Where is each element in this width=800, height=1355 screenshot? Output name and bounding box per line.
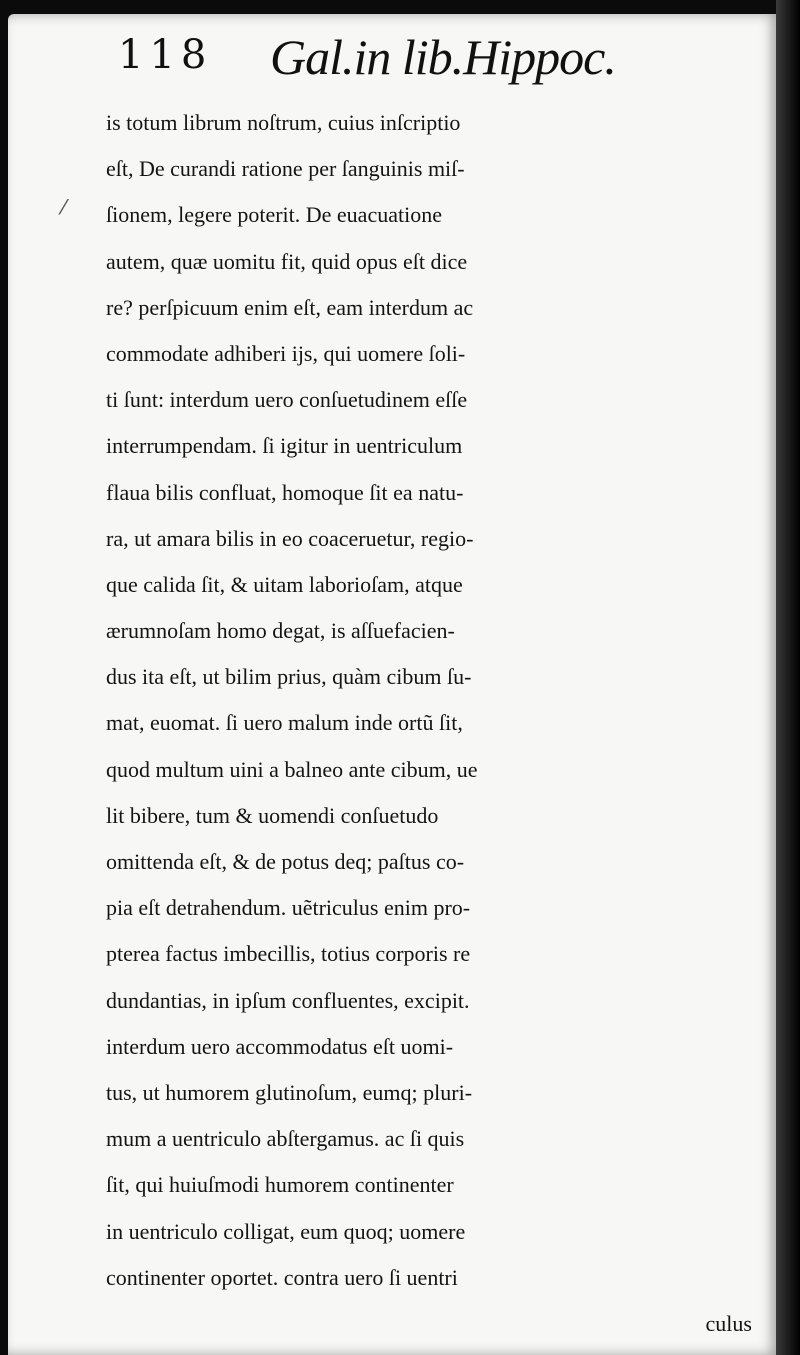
catchword: culus [705, 1310, 752, 1336]
text-line: ra, ut amara bilis in eo coaceruetur, regio- [106, 525, 474, 551]
margin-mark: ⁄ [62, 195, 66, 219]
text-line: tus, ut humorem glutinoſum, eumq; pluri- [106, 1079, 473, 1105]
text-line: ſionem, legere poterit. De euacuatione [106, 202, 442, 228]
text-line: ti ſunt: interdum uero conſuetudinem eſſe [106, 387, 468, 413]
text-line: ſit, qui huiuſmodi humorem continenter [106, 1172, 454, 1198]
text-line: omittenda eſt, & de potus deq; paſtus co- [106, 849, 465, 874]
text-line: eſt, De curandi ratione per ſanguinis miſ- [106, 156, 465, 182]
page-header [118, 28, 738, 98]
text-line: interdum uero accommodatus eſt uomi- [106, 1033, 454, 1059]
text-line: interrumpendam. ſi igitur in uentriculum [106, 433, 463, 459]
text-line: pia eſt detrahendum. uẽtriculus enim pro- [106, 895, 471, 921]
text-line: in uentriculo colligat, eum quoq; uomere [106, 1218, 466, 1244]
text-line: dundantias, in ipſum confluentes, excipit. [106, 987, 470, 1013]
text-line: quod multum uini a balneo ante cibum, ue [106, 756, 478, 782]
text-line: commodate adhiberi ijs, qui uomere ſoli- [106, 340, 466, 366]
text-line: continenter oportet. contra uero ſi uentri [106, 1264, 458, 1290]
text-line: mum a uentriculo abſtergamus. ac ſi quis [106, 1126, 465, 1152]
text-line: pterea factus imbecillis, totius corporis re [106, 941, 471, 967]
text-line: flaua bilis confluat, homoque ſit ea natu- [106, 479, 464, 505]
text-line: dus ita eſt, ut bilim prius, quàm cibum ſu- [106, 664, 472, 690]
text-line: lit bibere, tum & uomendi conſuetudo [106, 802, 439, 828]
text-line: que calida ſit, & uitam laborioſam, atque [106, 571, 463, 597]
running-title: Gal.in lib.Hippoc. [270, 29, 616, 85]
text-line: mat, euomat. ſi uero malum inde ortũ ſit, [106, 710, 463, 736]
text-line: is totum librum noſtrum, cuius inſcriptio [106, 110, 461, 135]
page-number: 118 [118, 32, 213, 78]
text-line: re? perſpicuum enim eſt, eam interdum ac [106, 294, 474, 320]
body-text [106, 100, 766, 1347]
text-line: autem, quæ uomitu fit, quid opus eſt dice [106, 248, 468, 274]
text-line: ærumnoſam homo degat, is aſſuefacien- [106, 618, 455, 644]
page-gutter-shadow [776, 0, 800, 1355]
